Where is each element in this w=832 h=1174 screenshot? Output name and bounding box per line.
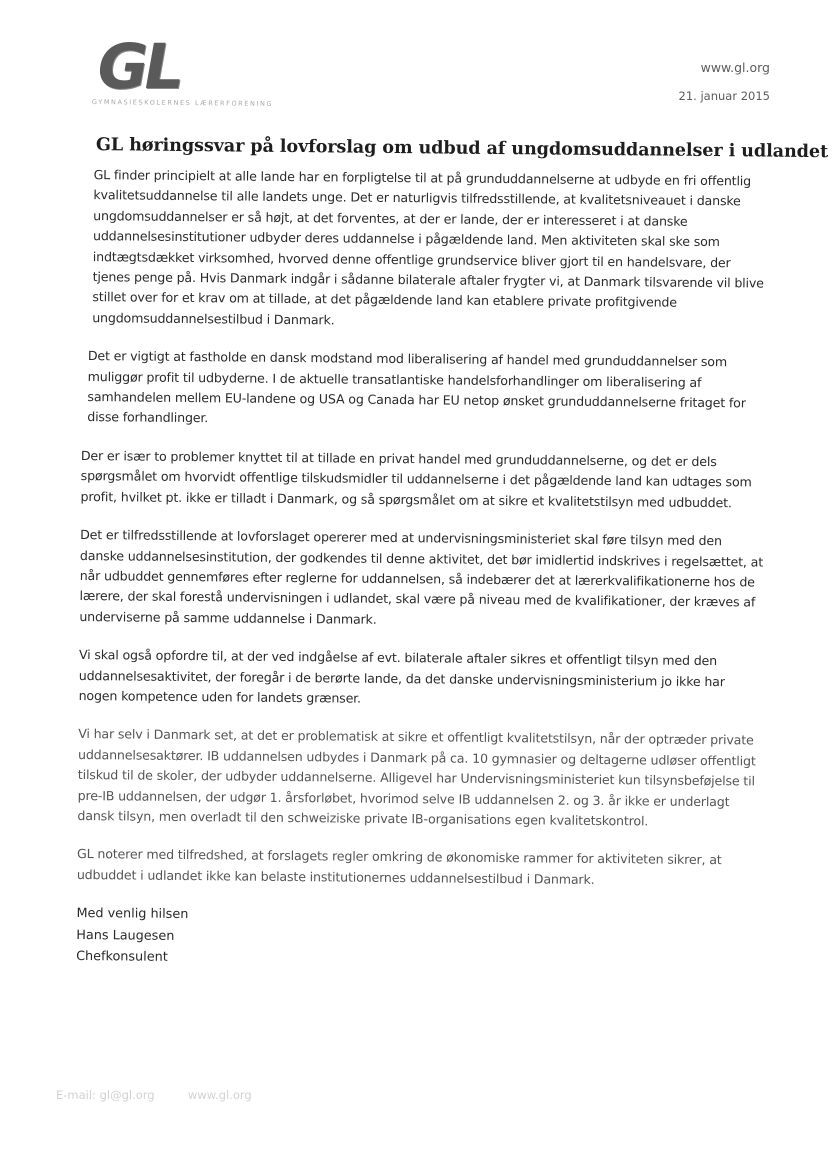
paragraph-4: Det er tilfredsstillende at lovforslaget opererer med at undervisningsministeriet skal føre tilsyn med den danske uddannelsesinstitution, der godkendes til denne aktivitet, det bør imidlertid indskrives i regelsættet, at når udbuddet gennemføres efter reglerne for uddannelsen, så indebærer det at lærerkvalifikationerne hos de lærere, der skal forestå undervisningen i udlandet, skal være på niveau med de kvalifikationer, der kræves af underviserne på samme uddannelse i Danmark. (79, 527, 764, 627)
closing-greeting: Med venlig hilsen (76, 906, 189, 923)
paragraph-1: GL finder principielt at alle lande har en forpligtelse til at på grunduddannelserne at udbyde en fri offentlig kvalitetsuddannelse til alle landets unge. Det er naturligvis tilfredsstillende, at kvalitetsniveauet i danske ungdomsuddannelser er så højt, at det forventes, at der er lande, der er interesseret i at danske uddannelsesinstitutioner udbyder deres uddannelse i pågældende land. Men aktiviteten skal ske som indtægtsdækket virksomhed, hvorved denne offentlige grundservice bliver gjort til en handelsvare, der tjenes penge på. Hvis Danmark indgår i sådanne bilaterale aftaler frygter vi, at Danmark tilsvarende vil blive stillet over for et krav om at tillade, at det pågældende land kan etablere private profitgivende ungdomsuddannelsestilbud i Danmark. (92, 167, 764, 328)
letter-body (76, 134, 829, 974)
gl-logo (90, 30, 292, 108)
paragraph-6: Vi har selv i Danmark set, at det er problematisk at sikre et offentligt kvalitetstilsyn, når der optræder private uddannelsesaktører. IB uddannelsen udbydes i Danmark på ca. 10 gymnasier og deltagerne udløser offentligt tilskud til de skoler, der udbyder uddannelserne. Alligevel har Undervisningsministeriet kun tilsynsbeføjelse til pre-IB uddannelsen, der udgør 1. årsforløbet, hvorimod selve IB uddannelsen 2. og 3. år ikke er underlagt dansk tilsyn, men overladt til den schweiziske private IB-organisations egen kvalitetskontrol. (77, 726, 756, 829)
letter-title: GL høringssvar på lovforslag om udbud af ungdomsuddannelser i udlandet (95, 134, 829, 163)
footer-email: E-mail: gl@gl.org (56, 1088, 155, 1102)
paragraph-2: Det er vigtigt at fastholde en dansk modstand mod liberalisering af handel med grunduddannelser som muliggør profit til udbyderne. I de aktuelle transatlantiske handelsforhandlinger om liberalisering af samhandelen mellem EU-landene og USA og Canada har EU netop ønsket grunduddannelserne fritaget for disse forhandlinger. (87, 348, 746, 426)
paragraph-7: GL noterer med tilfredshed, at forslagets regler omkring de økonomiske rammer for aktiviteten sikrer, at udbuddet i udlandet ikke kan belaste institutionernes uddannelsestilbud i Danmark. (76, 846, 722, 887)
signatory-name: Hans Laugesen (76, 927, 175, 944)
footer-website: www.gl.org (187, 1088, 252, 1102)
logo-tagline: GYMNASIESKOLERNES LÆRERFORENING (91, 98, 274, 108)
header-website: www.gl.org (700, 60, 770, 75)
paragraph-3: Der er især to problemer knyttet til at tillade en privat handel med grunduddannelserne, og det er dels spørgsmålet om hvorvidt offentlige tilskudsmidler til uddannelserne i det pågældende land kan udtages som profit, hvilket pt. ikke er tilladt i Danmark, og så spørgsmålet om at sikre et kvalitetstilsyn med udbuddet. (80, 447, 752, 510)
letter-closing (76, 903, 763, 974)
header-info (679, 60, 770, 103)
page-footer (56, 1088, 252, 1102)
paragraph-5: Vi skal også opfordre til, at der ved indgåelse af evt. bilaterale aftaler sikres et offentligt tilsyn med den uddannelsesaktivitet, der foregår i de berørte lande, da det danske undervisningsministerium jo ikke har nogen kompetence uden for landets grænser. (78, 647, 725, 706)
signatory-role: Chefkonsulent (76, 948, 168, 965)
logo-mark: GL (90, 30, 187, 103)
letter-date: 21. januar 2015 (678, 89, 770, 103)
